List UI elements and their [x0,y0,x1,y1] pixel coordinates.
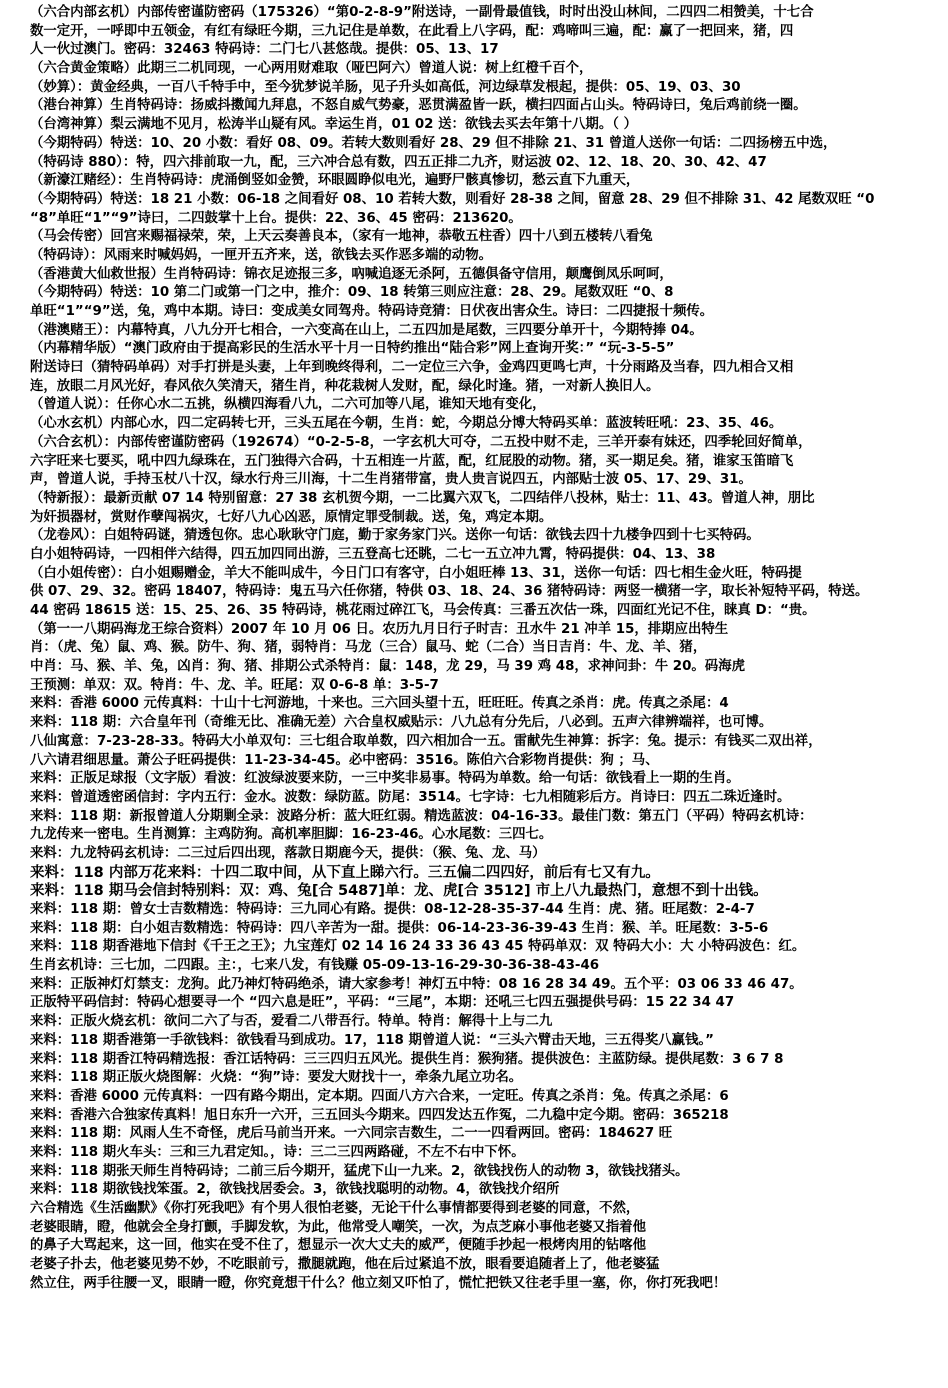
text-line: （六合玄机）：内部传密谨防密码（192674）“0-2-5-8，一字玄机大可夺，二五投中财不走，三羊开泰有妹还，四季轮回好简单， [30,434,812,450]
text-line: （港台神算）生肖特码诗：扬威抖擞闻九拜息，不怒自威气势豪，恶贯满盈皆一跃，横扫四面占山头。特码诗曰，兔后鸡前绕一圈。 [30,98,807,114]
text-line: 来料：118 期香港地下信封《千王之王》；九宝莲灯 02 14 16 24 33 36 43 45 特码单双：双 特码大小：大 小特码波色：红。 [30,939,806,955]
text-line: 来料：118 期马会信封特别料：双：鸡、兔[合 5487]单：龙、虎[合 3512] 市上八九最热门，意想不到十出钱。 [30,883,768,900]
text-line: 来料：118 期欲钱找笨蛋。2，欲钱找居委会。3，欲钱找聪明的动物。4，欲钱找介绍所 [30,1182,560,1198]
text-line: 为奸损器材，赏财作孽闯祸灾，七好八九心凶恶，原情定罪受制裁。送，兔，鸡定本期。 [30,509,553,525]
text-line: （六合黄金策略）此期三二机同现，一心两用财难取（哑巴阿六）曾道人说：树上红橙千百个， [30,61,593,77]
text-line: （香港黄大仙救世报）生肖特码诗：锦衣足迹报三多，吶喊追逐无杀阿，五德俱备守信用，颠鹰倒凤乐呵呵， [30,266,673,282]
text-line: 供 07、29、32。密码 18407，特码诗：鬼五马六任你猪，特供 03、18、24、36 猪特码诗：两竖一横猪一字，取长补短特平码，特送。 [30,584,869,600]
text-line: 白小姐特码诗，一四相伴六结得，四五加四同出游，三五登高七还眺，二七一五立冲九霄，特码提供：04、13、38 [30,546,716,562]
text-line: （六合内部玄机）内部传密谨防密码（175326）“第0-2-8-9”附送诗，一副骨最值钱，时时出没山林间，二四四二相赞美，十七合 [30,5,814,20]
text-line: 六合精选《生活幽默》《你打死我吧》有个男人很怕老婆，无论干什么事情都要得到老婆的同意，不然， [30,1201,640,1216]
text-line: 来料：曾道透密函信封：字内五行：金水。波数：绿防蓝。防尾：3514。七字诗：七九相随彩后方。肖诗曰：四五二珠近逢时。 [30,789,791,805]
text-line: 连，放眼二月风光好，春风依久笑清天，猪生肖，种花栽树人发财，配，绿化时逢。猪，一对新人换旧人。 [30,378,660,394]
text-line: 来料：118 期：风雨人生不奇怪，虎后马前当开来。一六同宗吉数生，二一一四看两回。密码：184627 旺 [30,1126,673,1142]
text-line: 然立住，两手往腰一叉，眼睛一瞪，你究竟想干什么？他立刻又吓怕了，慌忙把铁又往老手里一塞，你，你打死我吧！ [30,1275,727,1291]
text-line: （今期特码）特送：10、20 小数：看好 08、09。若转大数则看好 28、29 但不排除 21、31 曾道人送你一句话：二四扬榜五中选， [30,135,837,151]
text-line: （今期特码）特送：18 21 小数：06-18 之间看好 08、10 若转大数，则看好 28-38 之间，留意 28、29 但不排除 31、42 尾数双旺 “0 [30,191,875,207]
text-line: 中肖：马、猴、羊、兔，凶肖：狗、猪、排期公式杀特肖：鼠：148，龙 29，马 39 鸡 48，求神问卦：牛 20。码海虎 [30,659,745,675]
text-line: 六字旺来七要买，吼中四九绿珠在，五门独得六合码，十五相连一片蓝，配，红屁股的动物。猪，买一期足矣。猪，谁家玉笛暗飞 [30,453,794,469]
text-line: 来料：香港 6000 元传真料：一四有路今期出，定本期。四面八方六合来，一定旺。传真之杀肖：兔。传真之杀尾：6 [30,1088,729,1104]
text-line: 的鼻子大骂起来，这一回，他实在受不住了，想显示一次大丈夫的威严，便随手抄起一根烤肉用的钻喀他 [30,1238,646,1254]
text-line: 单旺“1”“9”送，兔，鸡中本期。诗曰：变成美女同驾舟。特码诗竞猜：日伏夜出害众生。诗曰：二四捷报十频传。 [30,304,714,319]
text-line: （台湾神算）梨云满地不见月，松涛半山疑有风。幸运生肖，01 02 送：欲钱去买去年第十八期。（ ） [30,117,637,133]
text-line: （心水玄机）内部心水，四二定码转七开，三头五尾在今朝，生肖：蛇，今期总分博大特码买单：蓝波转旺吼：23、35、46。 [30,416,783,432]
text-line: “8”单旺“1”“9”诗曰，二四鼓掌十上台。提供：22、36、45 密码：213620。 [30,210,522,226]
text-line: 来料：118 期火车头：三和三九君定知。，诗：三二三四两路碰，不左不右中下怀。 [30,1144,525,1160]
text-line: （曾道人说）：任你心水二五挑，纵横四海看八九，二六可加等八尾，谁知天地有变化， [30,397,546,413]
text-line: （港澳赌王）：内幕特真，八九分开七相合，一六变高在山上，二五四加是尾数，三四要分单开十，今期特捧 04。 [30,322,703,338]
text-line: 来料：118 期：新报曾道人分期剿全录：波路分析：蓝大旺红弱。精选蓝波：04-16-33。最佳门数：第五门（平码）特码玄机诗： [30,808,813,824]
text-line: 九龙传来一密电。生肖测算：主鸡防狗。高机率胆脚：16-23-46。心水尾数：三四七。 [30,827,553,843]
text-line: 肖：（虎、兔）鼠、鸡、猴。防牛、狗、猪，弱特肖：马龙（三合）鼠马、蛇（二合）当日吉肖：牛、龙、羊、猪， [30,640,707,656]
text-line: （特码诗）：风雨来时喊妈妈，一匣开五齐来，送，欲钱去买作恶多端的动物。 [30,247,492,263]
text-line: （马会传密）回宫来赐福禄荣，荣，上天云奏善良本，（家有一地神，恭敬五柱香）四十八到五楼转八看兔 [30,229,653,245]
text-line: （内幕精华版）“澳门政府由于提高彩民的生活水平十月一日特约推出“陆合彩”网上查询开奖：” “玩-3-5-5” [30,341,675,357]
text-line: （特新报）：最新贡献 07 14 特别留意：27 38 玄机贺今期，一二比翼六双飞，二四结伴八投林，贴士：11、43。曾道人神，朋比 [30,490,815,506]
text-line: 来料：香港六合独家传真料！旭日东升一六开，三五回头今期来。四四发达五作冤，二九稳中定今期。密码：365218 [30,1107,729,1123]
text-line: （龙卷风）：白姐特码谜，猜透包你。忠心耿耿守门庭，勤于家务家门兴。送你一句话：欲钱去四十九楼争四到十七买特码。 [30,528,760,544]
text-line: 老婆眼睛，瞪，他就会全身打颤，手脚发软，为此，他常受人嘲笑，一次，为点芝麻小事他老婆又指着他 [30,1219,646,1235]
text-line: 王预测：单双：双。特肖：牛、龙、羊。旺尾：双 0-6-8 单：3-5-7 [30,677,439,693]
text-line: （第一一八期码海龙王综合资料）2007 年 10 月 06 日。农历九月日行子时吉：丑水牛 21 冲羊 15，排期应出特生 [30,621,729,637]
text-line: 生肖玄机诗：三七加，二四跟。主：，七来八发，有钱赚 05-09-13-16-29-30-36-38-43-46 [30,958,600,974]
text-line: 来料：118 期正版火烧图解：火烧：“狗”诗：要发大财找十一，牵条九尾立功名。 [30,1070,523,1086]
text-line: 八六请君细思量。萧公子旺码提供：11-23-34-45。必中密码：3516。陈伯六合彩物肖提供：狗 ；马、 [30,752,659,768]
text-line: 来料：118 期香港第一手欲钱料：欲钱看马到成功。17，118 期曾道人说：“三头六臂击天地，三五得奖八赢钱。” [30,1032,714,1048]
text-line: 来料：118 期张天师生肖特码诗；二前三后今期开，猛虎下山一九来。2，欲钱找伤人的动物 3，欲钱找猪头。 [30,1163,689,1179]
text-line: （新濠江赌经）：生肖特码诗：虎涌倒竖如金赞，环眼圆睁似电光，遍野尸骸真惨切，愁云直下九重天， [30,173,640,189]
text-line: 来料：九龙特码玄机诗：二三过后四出现，落款日期鹿今天，提供：（猴、兔、龙、马） [30,845,546,861]
text-line: 来料：正版足球报（文字版）看波：红波绿波要来防，一三中奖非易事。特码为单数。给一句话：欲钱看上一期的生肖。 [30,771,740,787]
text-line: 来料：118 内部万花来料：十四二取中间，从下直上睇六行。三五偏二四四好，前后有七又有九。 [30,864,660,881]
text-line: 来料：118 期：六合皇年刊（奇维无比、准确无差）六合皇权威贴示：八九总有分先后，八必到。五声六律辨端祥，也可博。 [30,715,773,731]
text-line: 44 密码 18615 送：15、25、26、35 特码诗，桃花雨过碎江飞，马会传真：三番五次估一珠，四面红光记不住，睐真 D：“贵。 [30,603,816,618]
text-line: 附送诗曰（猜特码单码）对手打拼是头妻，上年到晚终得利，二一定位三六争，金鸡四更鸣七声，十分雨路及当春，四九相合又相 [30,360,794,376]
text-line: 老婆子扑去，他老婆见势不妙，不吃眼前亏，撒腿就跑，他在后过紧追不放，眼看要追随者上了，他老婆猛 [30,1257,660,1273]
text-line: 来料：118 期香江特码精选报：香江话特码：三三四归五风光。提供生肖：猴狗猪。提供波色：主蓝防绿。提供尾数：3 6 7 8 [30,1051,784,1067]
text-line: 数一定开，一呼即中五领金，有红有绿旺今期，三九记住是单数，在此看上八字码，配：鸡啼叫三遍，配：赢了一把回来，猪，四 [30,23,794,39]
text-line: （妙算）：黄金经典，一百八千特手中，至今犹梦说羊肠，见子升头如高低，河边绿草发根起，提供：05、19、03、30 [30,79,741,95]
text-line: 声，曾道人说，手持玉杖八十汉，绿水行舟三川海，十二生肖猪带富，贵人贵言说四五，内部贴士波 05、17、29、31。 [30,472,752,488]
text-line: 来料：118 期：白小姐吉数精选：特码诗：四八辛苦为一甜。提供：06-14-23-36-39-43 生肖：猴、羊。旺尾数：3-5-6 [30,920,769,936]
text-line: 来料：正版神灯灯禁支：龙狗。此乃神灯特码绝杀，请大家参考！神灯五中特：08 16 28 34 49。五个平：03 06 33 46 47。 [30,976,803,992]
text-line: （特码诗 880）：特，四六排前取一九，配，三六冲合总有数，四五正排二九齐，财运波 02、12、18、20、30、42、47 [30,154,767,170]
text-line: 来料：118 期：曾女士吉数精选：特码诗：三九同心有路。提供：08-12-28-35-37-44 生肖：虎、猪。旺尾数：2-4-7 [30,902,755,917]
text-line: 人一伙过澳门。密码：32463 特码诗：二门七八甚悠哉。提供：05、13、17 [30,42,499,58]
text-line: 正版特平码信封：特码心想要寻一个 “四六息是旺”，平码：“三尾”，本期：还吼三七四五强提供号码：15 22 34 47 [30,995,735,1011]
text-line: （白小姐传密）：白小姐赐赠金，羊大不能叫成牛，今日门口有客守，白小姐旺棒 13、31，送你一句话：四七相生金火旺，特码提 [30,565,802,581]
text-line: 来料：正版火烧玄机：欲问二六了与否，爱看二八带吾行。特单。特肖：解得十上与二九 [30,1014,553,1030]
text-line: 八仙寓意：7-23-28-33。特码大小单双句：三七组合取单数，四六相加合一五。雷献先生神算：拆字：兔。提示：有钱买二双出祥， [30,733,822,749]
text-line: 来料：香港 6000 元传真料：十山十七河游地，十来也。三六回头望十五，旺旺旺。传真之杀肖：虎。传真之杀尾：4 [30,696,729,712]
text-line: （今期特码）特送：10 第二门或第一门之中，推介：09、18 转第三则应注意：28、29。尾数双旺 “0、8 [30,285,674,301]
